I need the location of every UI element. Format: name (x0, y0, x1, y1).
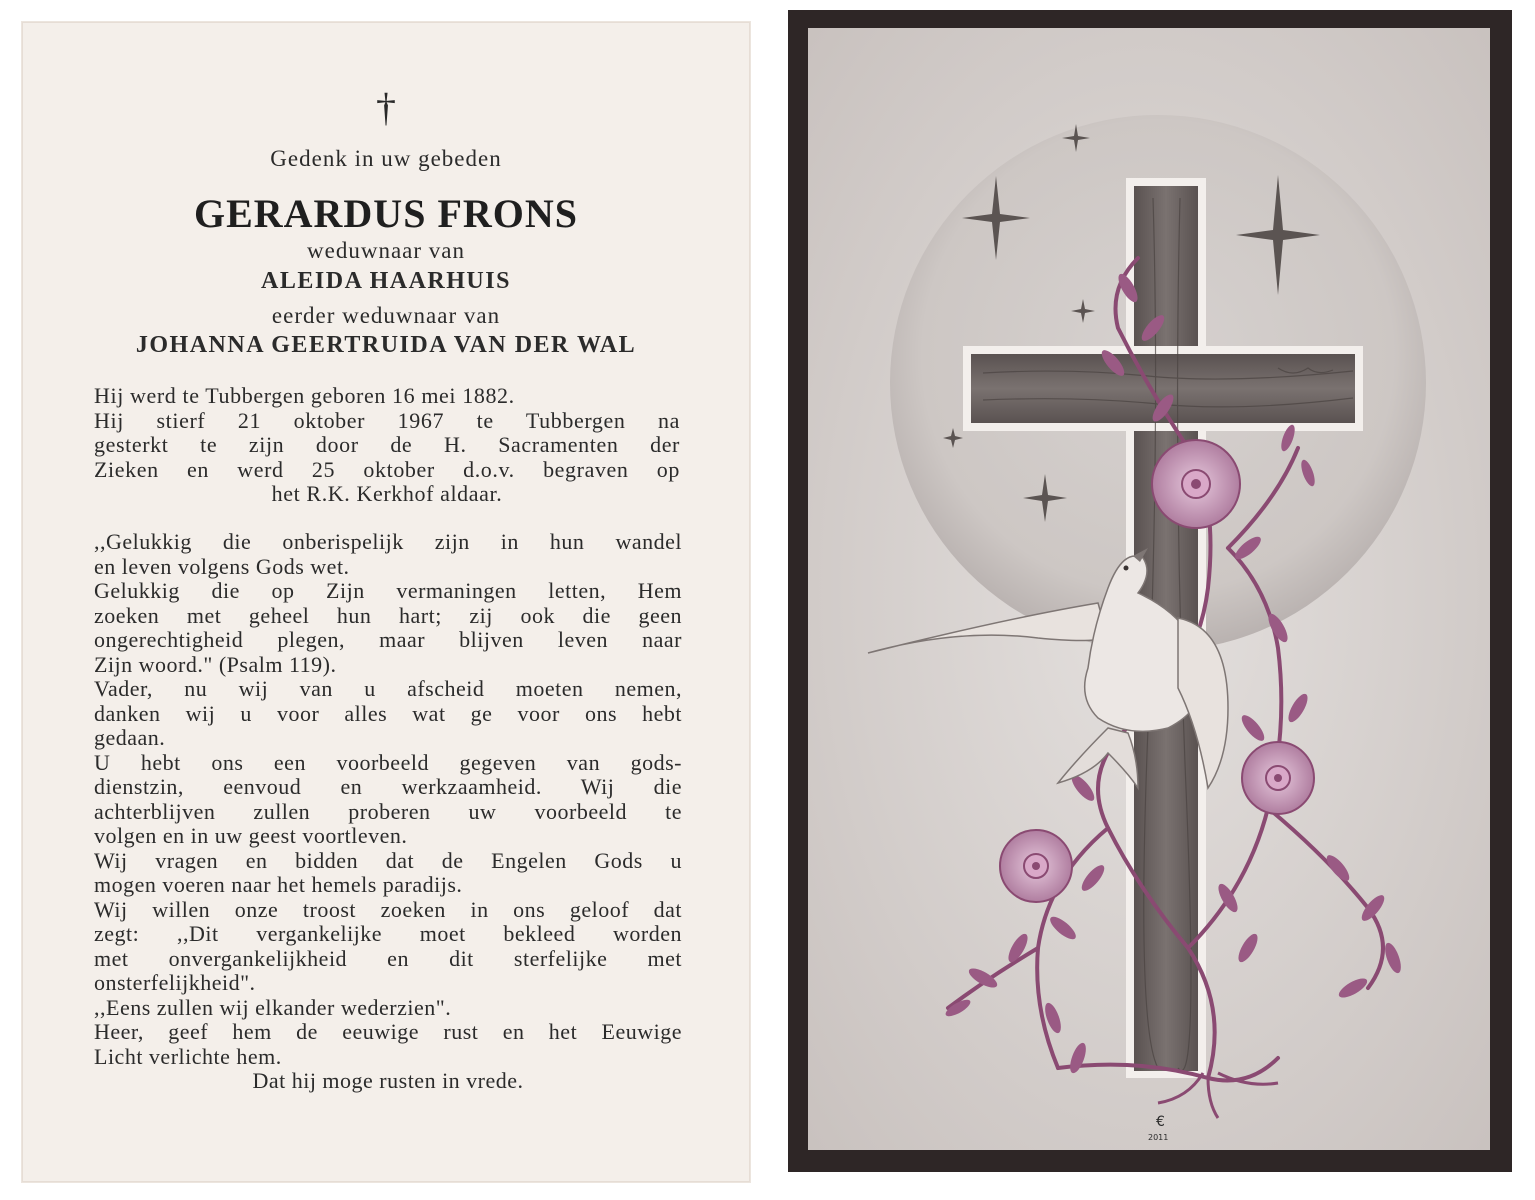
bio-line: het R.K. Kerkhof aldaar. (271, 481, 503, 506)
verse-line: met onvergankelijkheid en dit sterfelijke met (94, 945, 682, 971)
flower-icon (1152, 440, 1240, 528)
verse-line: U hebt ons een voorbeeld gegeven van gods- (94, 749, 682, 775)
verse-line: ,,Eens zullen wij elkander wederzien". (94, 994, 452, 1020)
verse-line: Vader, nu wij van u afscheid moeten nemen, (94, 676, 682, 701)
biography-paragraph (94, 384, 680, 507)
bio-line: Hij stierf 21 oktober 1967 te Tubbergen na (94, 407, 680, 433)
spouse-name-1: ALEIDA HAARHUIS (261, 268, 511, 294)
verse-line: ongerechtigheid plegen, maar blijven leven naar (94, 627, 682, 652)
verse-text (94, 530, 682, 1094)
relation-line-2: eerder weduwnaar van (271, 303, 501, 328)
spouse-name-2: JOHANNA GEERTRUIDA VAN DER WAL (135, 332, 637, 358)
verse-line: Licht verlichte hem. (94, 1043, 282, 1069)
verse-line: mogen voeren naar het hemels paradijs. (94, 872, 463, 897)
verse-line: Heer, geef hem de eeuwige rust en het Eeuwige (94, 1019, 682, 1044)
verse-line: Zijn woord." (Psalm 119). (94, 651, 337, 677)
closing-line: Dat hij moge rusten in vrede. (252, 1068, 524, 1093)
relation-line-1: weduwnaar van (307, 238, 465, 263)
verse-line: ,,Gelukkig die onberispelijk zijn in hun wandel (94, 529, 682, 554)
prayer-card-text-side (22, 22, 750, 1182)
verse-line: achterblijven zullen proberen uw voorbeeld te (94, 798, 682, 824)
bio-line: Zieken en werd 25 oktober d.o.v. begraven op (94, 456, 680, 482)
verse-line: en leven volgens Gods wet. (94, 553, 350, 579)
cross-symbol: † (376, 85, 396, 130)
verse-line: Gelukkig die op Zijn vermaningen letten, Hem (94, 578, 682, 603)
verse-line: zoeken met geheel hun hart; zij ook die geen (94, 602, 682, 628)
cross-dove-illustration (808, 28, 1490, 1150)
flower-icon (1000, 830, 1072, 902)
intro-line: Gedenk in uw gebeden (270, 146, 502, 171)
verse-line: Wij vragen en bidden dat de Engelen Gods u (94, 847, 682, 873)
verse-line: Wij willen onze troost zoeken in ons geloof dat (94, 896, 682, 922)
bio-line: gesterkt te zijn door de H. Sacramenten der (94, 432, 680, 457)
bio-line: Hij werd te Tubbergen geboren 16 mei 1882. (94, 383, 515, 408)
print-number: 2011 (1148, 1133, 1169, 1142)
picture-panel (808, 28, 1490, 1150)
deceased-name: GERARDUS FRONS (193, 191, 579, 236)
verse-line: gedaan. (94, 725, 166, 750)
verse-line: onsterfelijkheid". (94, 970, 256, 995)
verse-line: dienstzin, eenvoud en werkzaamheid. Wij die (94, 774, 682, 799)
verse-line: volgen en in uw geest voortleven. (94, 823, 408, 848)
printer-mark: € (1156, 1114, 1165, 1130)
flower-icon (1242, 742, 1314, 814)
prayer-card-picture-side (788, 10, 1512, 1172)
verse-line: zegt: ,,Dit vergankelijke moet bekleed worden (94, 921, 682, 946)
verse-line: danken wij u voor alles wat ge voor ons hebt (94, 700, 682, 726)
